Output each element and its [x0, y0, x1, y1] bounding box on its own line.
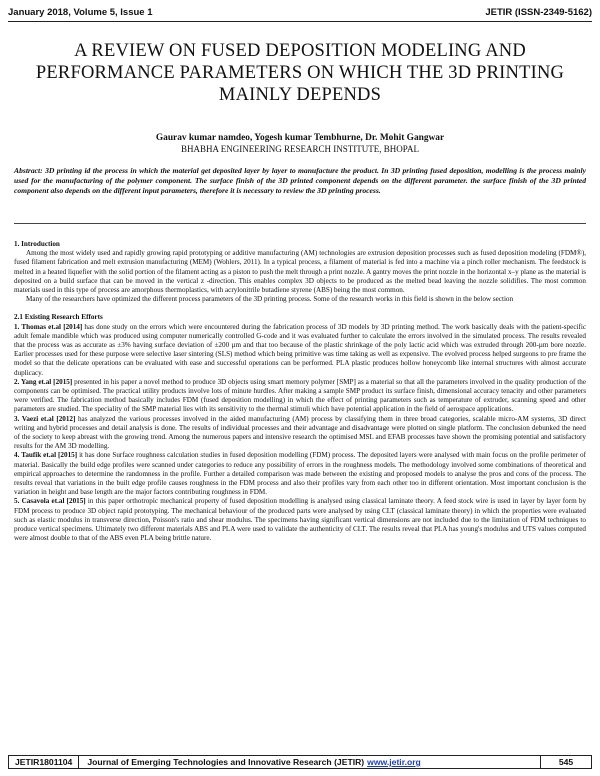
- body-text: [14, 240, 586, 544]
- abstract-label: Abstract:: [14, 166, 43, 175]
- affiliation: BHABHA ENGINEERING RESEARCH INSTITUTE, BHOPAL: [181, 144, 419, 154]
- research-item-ref: 4. Taufik et.al [2015]: [14, 451, 78, 460]
- research-item-ref: 5. Casavola et.al [2015]: [14, 497, 86, 506]
- footer-page-number: 545: [540, 756, 591, 768]
- abstract-divider: [14, 223, 586, 224]
- research-item: [14, 378, 586, 415]
- running-header: [8, 4, 592, 20]
- footer-journal-link[interactable]: www.jetir.org: [367, 757, 421, 767]
- research-item-text: presented in his paper a novel method to produce 3D objects using smart memory polymer [SMP] as a material so that all the parameters involved in the quality production of the components can be optimised. The practical utility products involve lots of minute hurdles. After making a sample SMP product its surface finish, dimensional accuracy tenacity and other parameters were verified. The fabrication method basically includes FDM (fused deposition modelling) in which the effect of printing parameters such as temperature of extruder, scanning speed and other parameters are studied. The speciality of the SMP material lies with its sensitivity to the thermal stimuli which have potential application in the field of aerospace applications.: [14, 377, 586, 414]
- footer-journal-name: Journal of Emerging Technologies and Innovative Research (JETIR): [87, 757, 365, 767]
- abstract: [14, 166, 586, 197]
- research-item-ref: 2. Yang et.al [2015]: [14, 377, 73, 386]
- research-item: [14, 415, 586, 452]
- research-item-text: has analyzed the various processes involved in the aided manufacturing (AM) process by classifying them in three broad categories, scalable micro-AM systems, 3D direct writing and hybrid processes and detail analysis is done. The results of individual processes and their advantage and disadvantage were plotted on single platform. The conclusion debunked the need of the society to keep abreast with the growing trend. Among the numerous papers and intensive research the optimised MSL and EFAB processes have shown the promising potential and satisfactory results for the AM 3D modelling.: [14, 414, 586, 451]
- research-item-text: it has done Surface roughness calculation studies in fused deposition modelling (FDM) process. The deposited layers were analysed with main focus on the profile perimeter of material. Basically the build edge profiles were scanned under categories to reduce any possibility of errors in the roughness models. The methodology involved some combinations of theoretical and empirical approaches to determine the randomness in the profile. Further a detailed comparison was made between the existing and proposed models to analyse the pros and cons of the process. The results reveal that variations in the built edge profile causes roughness in the FDM process and also their profiles vary from each other too in different orientation. Most important conclusion is the variation in height and base length are the major factors contributing roughness in FDM.: [14, 451, 586, 497]
- paper-title: A REVIEW ON FUSED DEPOSITION MODELING AND PERFORMANCE PARAMETERS ON WHICH THE 3D PRINTING MAINLY DEPENDS: [35, 41, 565, 105]
- intro-paragraph-1: Among the most widely used and rapidly growing rapid prototyping or additive manufacturing (AM) technologies are extrusion deposition processes such as fused deposition modeling (FDM®), fused filament fabrication and melt extrusion manufacturing (MEM) (Wohlers, 2011). In a typical process, a filament of material is fed into a machine via a pinch roller mechanism. The feedstock is melted in a heated liquefier with the solid portion of the filament acting as a piston to push the melt through a print nozzle. A gantry moves the print nozzle in the horizontal x–y plane as the material is deposited on a build surface that can be moved in the vertical z -direction. This enables complex 3D objects to be produced as the melted bead leaving the nozzle solidifies. The most common materials used in this type of process are amorphous thermoplastics, with acrylonitrile butadiene styrene (ABS) being the most common.: [14, 249, 586, 295]
- abstract-text: 3D printing id the process in which the material get deposited layer by layer to manufacture the product. In 3D printing fused deposition, modelling is the process mainly used for the manufacturing of the polymer component. The surface finish of the 3D printed component depends on the different parameter. the surface finish of the 3D printed component also depends on the different input parameters, therefore it is necessary to review the 3D printing process.: [14, 166, 586, 196]
- research-item: [14, 451, 586, 497]
- header-issue: January 2018, Volume 5, Issue 1: [8, 6, 153, 18]
- research-item: [14, 497, 586, 543]
- research-item-text: has done study on the errors which were encountered during the fabrication process of 3D models by 3D printing method. The work basically deals with the patient-specific adult female mandible which was produced using computer numerically controlled G-code and it was evaluated further to calculate the errors involved in the simulated process. The results revealed that the process was as accurate as ±3% having surface deviation of ±200 µm and that too because of the plastic shrinkage of the poly lactic acid which was extruded through 200-µm bore nozzle. Earlier processes used for these purpose were selective laser sintering (SLS) method which being primitive was time taking as well as expensive. The evolved process helped surgeons to pre frame the model so that the delicate operations can be evaluated with ease and successful operations can be performed. PLA plastic produces hollow honeycomb like internal structures with almost accurate duplicacy.: [14, 322, 586, 377]
- section-heading-introduction: 1. Introduction: [14, 240, 60, 248]
- section-gap: [14, 304, 586, 313]
- section-heading-efforts: 2.1 Existing Research Efforts: [14, 313, 103, 322]
- research-item-ref: 3. Vaezi et.al [2012]: [14, 414, 76, 423]
- header-issn: JETIR (ISSN-2349-5162): [485, 6, 592, 18]
- footer-journal: [79, 757, 540, 767]
- author-list: Gaurav kumar namdeo, Yogesh kumar Tembhurne, Dr. Mohit Gangwar: [155, 133, 445, 143]
- research-item-text: in this paper orthotropic mechanical property of fused deposition modelling is analysed using classical laminate theory. A feed stock wire is used in layer by layer form by FDM process to produce 3D object rapid prototyping. The mechanical behaviour of the produced parts were analysed by using CLT (classical laminate theory) in which the properties were evaluated such as elastic modulus in transverse direction, Poisson's ratio and shear modulus. The specimens having significant vertical dimensions are not included due to the limitation of FDM techniques to produce vertical specimens. Ultimately two different materials ABS and PLA were used to validate the authenticity of CLT. The results reveal that PLA has young's modulus and UTS values computed were almost double to that of the ABS even PLA being brittle nature.: [14, 497, 587, 543]
- header-rule: [8, 21, 592, 22]
- research-item: [14, 323, 586, 378]
- page-footer: [8, 755, 592, 769]
- footer-frame: [8, 755, 592, 769]
- intro-paragraph-2: Many of the researchers have optimized the different process parameters of the 3D printing process. Some of the research works in this field is shown in the below section: [26, 295, 514, 304]
- research-item-ref: 1. Thomas et.al [2014]: [14, 322, 83, 331]
- footer-paper-code: JETIR1801104: [9, 756, 79, 768]
